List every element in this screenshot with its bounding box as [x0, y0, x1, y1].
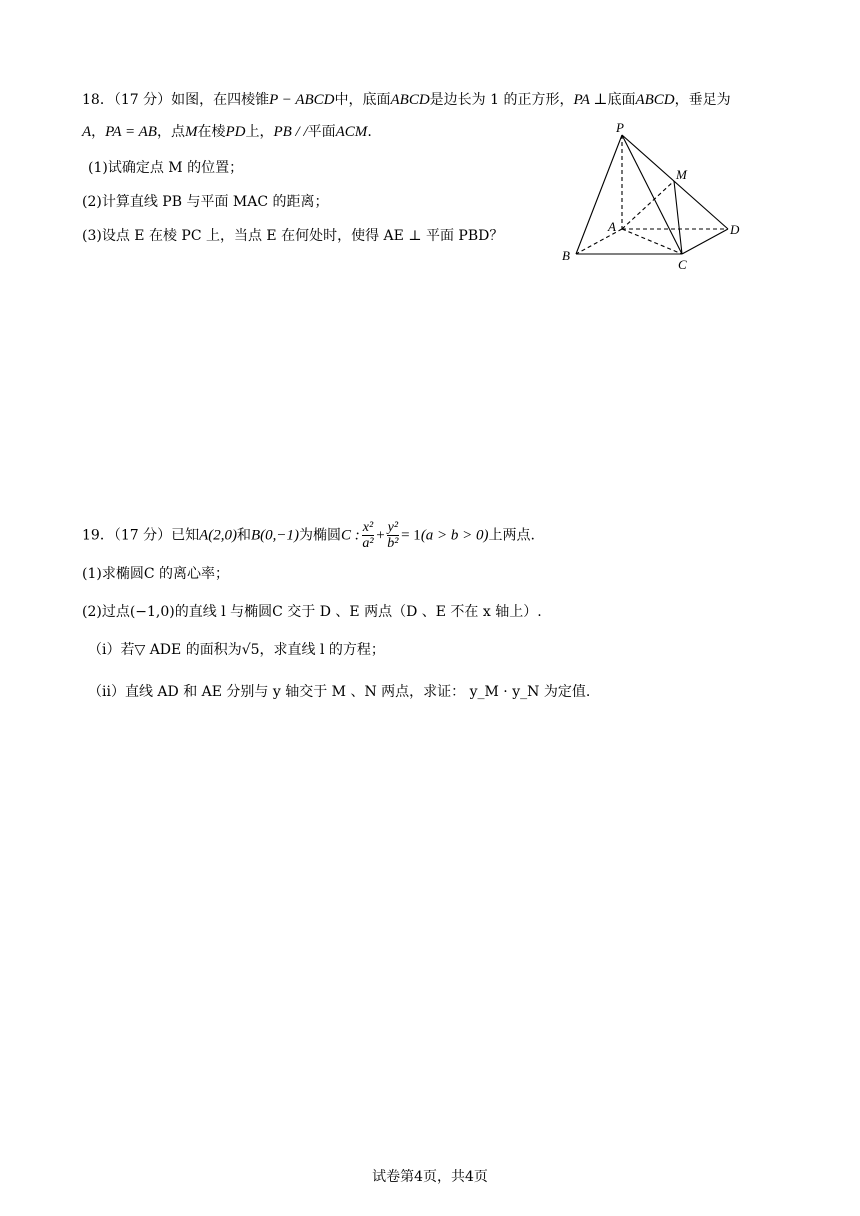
q18-parallel: PB / / — [273, 124, 308, 140]
q18-points: （17 分） — [113, 92, 172, 108]
frac-den: a² — [362, 536, 374, 551]
label-b: B — [562, 248, 570, 263]
label-p: P — [616, 120, 624, 135]
q19-frac-x — [362, 520, 374, 551]
q18-eq: PA = AB — [105, 124, 157, 140]
frac-num: x² — [362, 520, 374, 535]
q18-text: 平面 — [307, 124, 336, 140]
q18-text: 如图，在四棱锥 — [171, 92, 270, 108]
q18-sub1: (1)试确定点 M 的位置； — [88, 160, 244, 176]
frac-den: b² — [387, 536, 399, 551]
edge-cd — [682, 229, 728, 254]
q19-frac-y — [387, 520, 399, 551]
q18-text: . — [367, 124, 372, 140]
frac-num: y² — [387, 520, 399, 535]
q19-number: 19． — [82, 527, 114, 544]
q18-base: ABCD — [390, 92, 430, 108]
q18-text: ，垂足为 — [674, 92, 731, 108]
q19-eq: = 1 — [401, 527, 421, 544]
q19-points: （17 分） — [113, 527, 172, 544]
q19-sub2i: （i）若▽ ADE 的面积为√5，求直线 l 的方程； — [88, 642, 385, 658]
q18-sub2: (2)计算直线 PB 与平面 MAC 的距离； — [82, 194, 329, 210]
q18-text: 是边长为 1 的正方形， — [429, 92, 574, 108]
q19-text: 已知 — [171, 527, 200, 544]
q18-solid: P − ABCD — [269, 92, 335, 108]
q19-text: 为椭圆 — [299, 527, 342, 544]
q19-plus: + — [376, 527, 385, 544]
q19-condition: (a > b > 0) — [420, 527, 489, 544]
q18-point-m: M — [184, 124, 198, 140]
q19-sub1: (1)求椭圆C 的离心率； — [82, 566, 229, 582]
q18-line-1 — [82, 90, 731, 110]
q18-number: 18． — [82, 92, 114, 108]
q18-text: 中，底面 — [334, 92, 391, 108]
q18-plane-acm: ACM — [335, 124, 368, 140]
q19-sub2ii: （ii）直线 AD 和 AE 分别与 y 轴交于 M 、N 两点，求证： y_M · y_N 为定值. — [88, 684, 591, 700]
q18-text: 上， — [245, 124, 274, 140]
edge-mc — [674, 181, 682, 254]
page-footer: 试卷第4页，共4页 — [372, 1169, 488, 1185]
q19-ellipse-name: C : — [341, 527, 360, 544]
q19-point-a: A(2,0) — [199, 527, 237, 544]
edge-pb — [576, 135, 622, 254]
q18-text: 底面 — [607, 92, 636, 108]
q19-point-b: B(0,−1) — [251, 527, 300, 544]
edge-pc — [622, 135, 682, 254]
q19-text: 和 — [237, 527, 251, 544]
q18-foot: A — [82, 124, 92, 140]
label-c: C — [678, 257, 687, 272]
label-d: D — [730, 222, 740, 237]
q18-edge-pd: PD — [225, 124, 246, 140]
q18-sub3: (3)设点 E 在棱 PC 上，当点 E 在何处时，使得 AE ⊥ 平面 PBD？ — [82, 228, 504, 244]
q18-text: 在棱 — [197, 124, 226, 140]
q18-text: ，点 — [156, 124, 185, 140]
label-m: M — [676, 167, 687, 182]
pyramid-figure — [556, 118, 756, 276]
q19-line-1 — [82, 520, 535, 551]
q18-base: ABCD — [635, 92, 675, 108]
q18-perp: PA ⊥ — [573, 92, 608, 108]
edge-ac — [622, 229, 682, 254]
q19-sub2: (2)过点(−1,0)的直线 l 与椭圆C 交于 D 、E 两点（D 、E 不在 x 轴上）. — [82, 604, 542, 620]
label-a: A — [608, 219, 616, 234]
q18-line-2 — [82, 122, 372, 142]
q18-text: ， — [91, 124, 106, 140]
q19-text: 上两点. — [488, 527, 535, 544]
